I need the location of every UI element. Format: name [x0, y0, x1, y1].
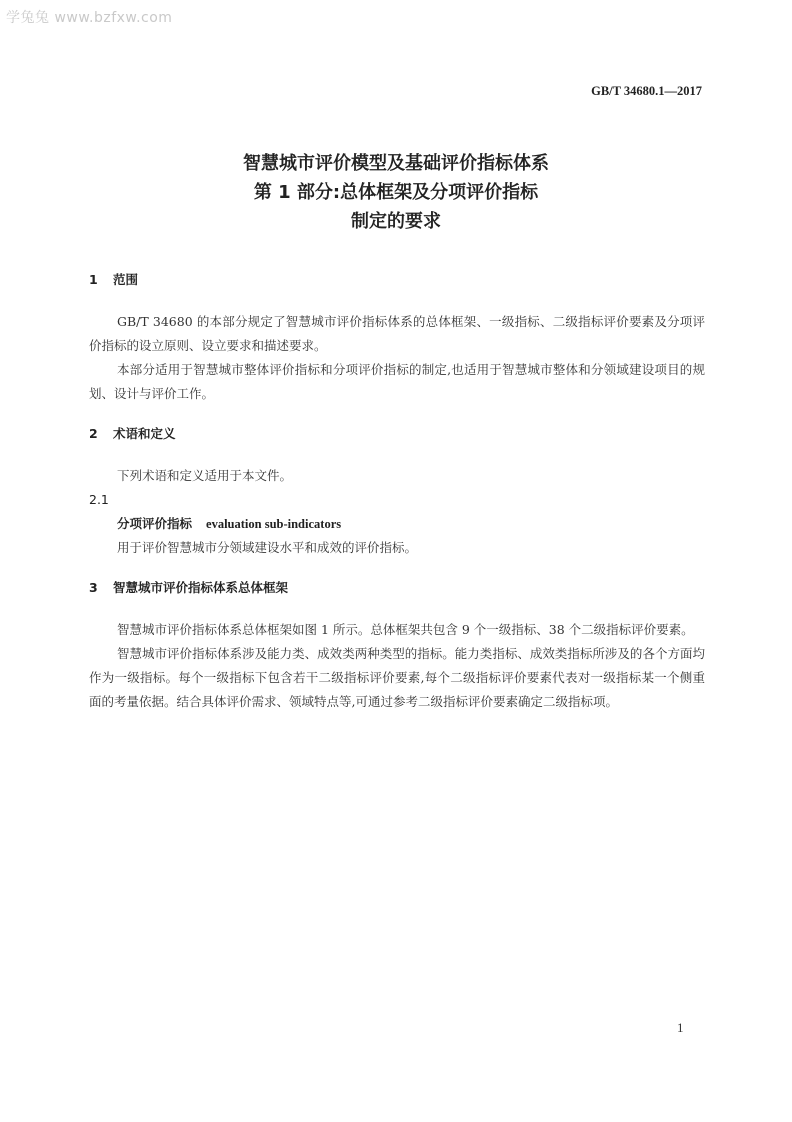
watermark: 学兔兔 www.bzfxw.com	[6, 10, 173, 26]
section-number: 3	[89, 580, 98, 595]
term-chinese: 分项评价指标	[117, 516, 193, 531]
section-1-paragraph-2: 本部分适用于智慧城市整体评价指标和分项评价指标的制定,也适用于智慧城市整体和分领域建设项目的规划、设计与评价工作。	[89, 362, 705, 401]
title-line-1: 智慧城市评价模型及基础评价指标体系	[243, 153, 549, 174]
section-3-paragraph-2: 智慧城市评价指标体系涉及能力类、成效类两种类型的指标。能力类指标、成效类指标所涉及的各个方面均作为一级指标。每个一级指标下包含若干二级指标评价要素,每个二级指标评价要素代表对一级指标某一个侧重面的考量依据。结合具体评价需求、领域特点等,可通过参考二级指标评价要素确定二级指标项。	[89, 646, 705, 709]
standard-code: GB/T 34680.1—2017	[591, 84, 702, 98]
term-definition: 用于评价智慧城市分领域建设水平和成效的评价指标。	[117, 540, 418, 555]
title-line-3: 制定的要求	[351, 211, 441, 232]
section-3-heading	[89, 576, 705, 600]
page-number: 1	[677, 1020, 684, 1035]
section-1-heading	[89, 268, 705, 292]
section-number: 2	[89, 426, 98, 441]
term-number: 2.1	[89, 492, 109, 507]
section-number: 1	[89, 272, 98, 287]
term-entry	[89, 512, 705, 536]
section-title: 术语和定义	[113, 426, 176, 441]
section-title: 智慧城市评价指标体系总体框架	[113, 580, 289, 595]
document-title	[0, 149, 792, 236]
term-english: evaluation sub-indicators	[206, 517, 342, 531]
title-line-2: 第 1 部分:总体框架及分项评价指标	[253, 182, 539, 203]
section-2-intro: 下列术语和定义适用于本文件。	[117, 468, 293, 483]
section-3-paragraph-1: 智慧城市评价指标体系总体框架如图 1 所示。总体框架共包含 9 个一级指标、38 个二级指标评价要素。	[117, 622, 694, 637]
section-2-heading	[89, 422, 705, 446]
document-body	[89, 268, 705, 714]
section-1-paragraph-1: GB/T 34680 的本部分规定了智慧城市评价指标体系的总体框架、一级指标、二级指标评价要素及分项评价指标的设立原则、设立要求和描述要求。	[89, 314, 705, 353]
section-title: 范围	[113, 272, 139, 287]
